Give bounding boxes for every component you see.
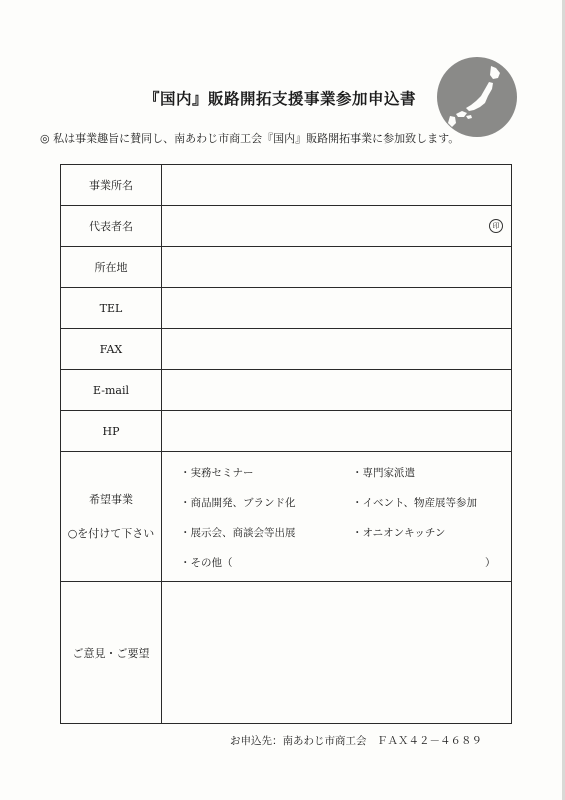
tel-label: TEL xyxy=(61,288,162,329)
address-field[interactable] xyxy=(162,247,512,288)
option-expert[interactable]: ・専門家派遣 xyxy=(352,466,415,479)
fax-field[interactable] xyxy=(162,329,512,370)
intro-statement: ◎ 私は事業趣旨に賛同し、南あわじ市商工会『国内』販路開拓事業に参加致します。 xyxy=(40,132,460,145)
email-label: E-mail xyxy=(61,370,162,411)
option-exhibition[interactable]: ・展示会、商談会等出展 xyxy=(180,526,296,539)
option-onion-kitchen[interactable]: ・オニオンキッチン xyxy=(352,526,446,539)
option-other-close: ） xyxy=(485,556,496,569)
opinion-label: ご意見・ご要望 xyxy=(61,582,162,724)
company-name-label: 事業所名 xyxy=(61,165,162,206)
homepage-field[interactable] xyxy=(162,411,512,452)
desired-program-title: 希望事業 xyxy=(89,493,133,507)
option-other[interactable]: ・その他（ xyxy=(180,556,233,569)
submission-contact: お申込先：南あわじ市商工会 ＦＡＸ４２－４６８９ xyxy=(230,735,482,747)
application-table xyxy=(60,164,512,724)
option-event[interactable]: ・イベント、物産展等参加 xyxy=(352,496,478,509)
japan-map-icon xyxy=(436,56,518,138)
representative-label: 代表者名 xyxy=(61,206,162,247)
desired-program-instruction: ○を付けて下さい xyxy=(67,526,155,540)
email-field[interactable] xyxy=(162,370,512,411)
representative-field[interactable] xyxy=(162,206,512,247)
form-title: 『国内』販路開拓支援事業参加申込書 xyxy=(143,89,416,108)
tel-field[interactable] xyxy=(162,288,512,329)
homepage-label: HP xyxy=(61,411,162,452)
address-label: 所在地 xyxy=(61,247,162,288)
desired-program-options xyxy=(162,452,512,582)
option-product-development[interactable]: ・商品開発、ブランド化 xyxy=(180,496,296,509)
opinion-field[interactable] xyxy=(162,582,512,724)
fax-label: FAX xyxy=(61,329,162,370)
desired-program-label xyxy=(61,452,162,582)
seal-mark: 印 xyxy=(489,219,503,233)
company-name-field[interactable] xyxy=(162,165,512,206)
option-seminar[interactable]: ・実務セミナー xyxy=(180,466,254,479)
